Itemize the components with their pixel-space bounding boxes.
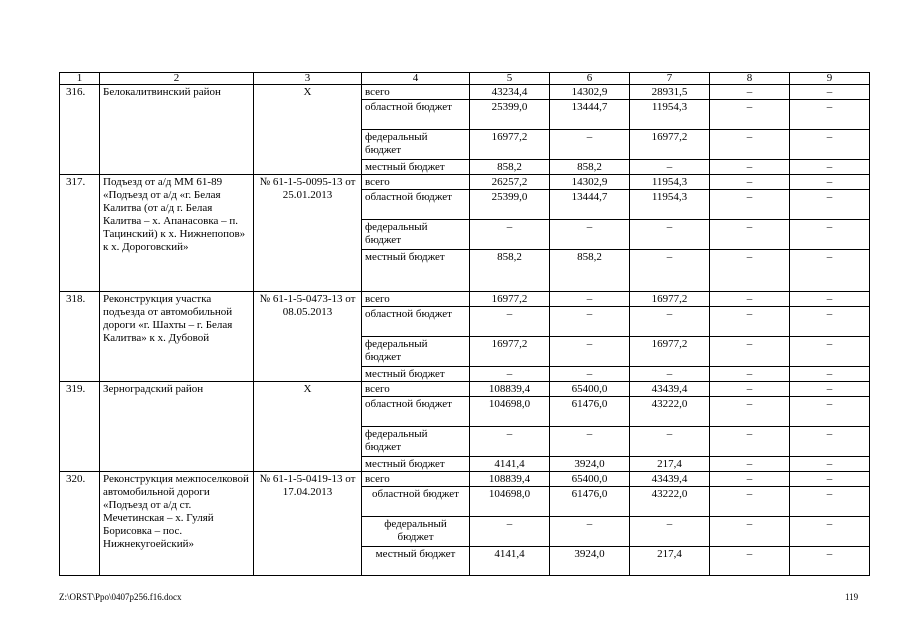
amount-cell-v9: – (790, 487, 870, 517)
amount-cell-v6: 13444,7 (550, 100, 630, 130)
document-reference: Х (254, 382, 362, 472)
amount-cell-v7: 16977,2 (630, 292, 710, 307)
amount-cell-v8: – (710, 175, 790, 190)
amount-cell-v9: – (790, 220, 870, 250)
amount-cell-v7: 43439,4 (630, 382, 710, 397)
amount-cell-v7: – (630, 517, 710, 547)
amount-cell-v9: – (790, 382, 870, 397)
amount-cell-v6: 61476,0 (550, 397, 630, 427)
header-cell: 5 (470, 73, 550, 85)
table-row (60, 175, 870, 190)
amount-cell-v7: 16977,2 (630, 130, 710, 160)
amount-cell-v8: – (710, 547, 790, 576)
amount-cell-v8: – (710, 100, 790, 130)
funding-source: местный бюджет (362, 160, 470, 175)
amount-cell-v5: – (470, 307, 550, 337)
document-reference: № 61-1-5-0095-13 от 25.01.2013 (254, 175, 362, 292)
object-name: Подъезд от а/д ММ 61-89 «Подъезд от а/д «г. Белая Калитва (от а/д г. Белая Калитва – х. Апанасовка – п. Тацинский) к х. Нижнепопов» к х. Дороговский» (100, 175, 254, 292)
amount-cell-v7: – (630, 250, 710, 292)
amount-cell-v6: – (550, 367, 630, 382)
budget-table (59, 72, 870, 576)
amount-cell-v8: – (710, 517, 790, 547)
amount-cell-v7: 43439,4 (630, 472, 710, 487)
row-number: 316. (60, 85, 100, 175)
amount-cell-v8: – (710, 220, 790, 250)
object-name: Белокалитвинский район (100, 85, 254, 175)
amount-cell-v5: – (470, 367, 550, 382)
funding-source: федеральный бюджет (362, 130, 470, 160)
row-number: 318. (60, 292, 100, 382)
amount-cell-v8: – (710, 427, 790, 457)
amount-cell-v7: 11954,3 (630, 190, 710, 220)
amount-cell-v5: 858,2 (470, 160, 550, 175)
document-reference: № 61-1-5-0419-13 от 17.04.2013 (254, 472, 362, 576)
amount-cell-v6: 858,2 (550, 160, 630, 175)
amount-cell-v8: – (710, 130, 790, 160)
header-cell: 6 (550, 73, 630, 85)
amount-cell-v9: – (790, 367, 870, 382)
amount-cell-v5: 16977,2 (470, 337, 550, 367)
funding-source: местный бюджет (362, 457, 470, 472)
amount-cell-v9: – (790, 160, 870, 175)
header-cell: 9 (790, 73, 870, 85)
funding-source: всего (362, 472, 470, 487)
footer-page-number: 119 (845, 592, 859, 602)
amount-cell-v6: – (550, 130, 630, 160)
table-row (60, 382, 870, 397)
amount-cell-v6: 858,2 (550, 250, 630, 292)
amount-cell-v8: – (710, 382, 790, 397)
amount-cell-v9: – (790, 517, 870, 547)
amount-cell-v6: 3924,0 (550, 547, 630, 576)
header-cell: 2 (100, 73, 254, 85)
object-name: Реконструкция межпоселковой автомобильной дороги «Подъезд от а/д ст. Мечетинская – х. Гуляй Борисовка – пос. Нижнекугоейский» (100, 472, 254, 576)
header-cell: 7 (630, 73, 710, 85)
amount-cell-v8: – (710, 397, 790, 427)
amount-cell-v9: – (790, 292, 870, 307)
amount-cell-v7: 217,4 (630, 457, 710, 472)
object-name: Зерноградский район (100, 382, 254, 472)
amount-cell-v5: 858,2 (470, 250, 550, 292)
amount-cell-v8: – (710, 190, 790, 220)
amount-cell-v9: – (790, 85, 870, 100)
amount-cell-v9: – (790, 547, 870, 576)
amount-cell-v5: – (470, 220, 550, 250)
object-name: Реконструкция участка подъезда от автомобильной дороги «г. Шахты – г. Белая Калитва» к х. Дубовой (100, 292, 254, 382)
amount-cell-v6: – (550, 517, 630, 547)
amount-cell-v8: – (710, 292, 790, 307)
amount-cell-v6: 13444,7 (550, 190, 630, 220)
amount-cell-v7: – (630, 160, 710, 175)
header-cell: 8 (710, 73, 790, 85)
amount-cell-v6: 14302,9 (550, 85, 630, 100)
amount-cell-v6: 3924,0 (550, 457, 630, 472)
amount-cell-v5: 26257,2 (470, 175, 550, 190)
funding-source: областной бюджет (362, 190, 470, 220)
funding-source: всего (362, 382, 470, 397)
table-row (60, 472, 870, 487)
amount-cell-v5: 108839,4 (470, 472, 550, 487)
amount-cell-v6: – (550, 337, 630, 367)
amount-cell-v9: – (790, 100, 870, 130)
funding-source: областной бюджет (362, 100, 470, 130)
funding-source: местный бюджет (362, 547, 470, 576)
amount-cell-v5: 104698,0 (470, 397, 550, 427)
row-number: 319. (60, 382, 100, 472)
header-cell: 3 (254, 73, 362, 85)
amount-cell-v8: – (710, 487, 790, 517)
amount-cell-v6: 61476,0 (550, 487, 630, 517)
amount-cell-v8: – (710, 367, 790, 382)
amount-cell-v8: – (710, 457, 790, 472)
amount-cell-v8: – (710, 160, 790, 175)
amount-cell-v6: – (550, 307, 630, 337)
funding-source: областной бюджет (362, 307, 470, 337)
amount-cell-v9: – (790, 397, 870, 427)
amount-cell-v7: – (630, 427, 710, 457)
amount-cell-v5: 108839,4 (470, 382, 550, 397)
amount-cell-v7: 28931,5 (630, 85, 710, 100)
funding-source: местный бюджет (362, 367, 470, 382)
amount-cell-v9: – (790, 190, 870, 220)
amount-cell-v9: – (790, 427, 870, 457)
funding-source: всего (362, 85, 470, 100)
amount-cell-v7: – (630, 367, 710, 382)
amount-cell-v9: – (790, 130, 870, 160)
funding-source: областной бюджет (362, 487, 470, 517)
funding-source: всего (362, 292, 470, 307)
table-row (60, 292, 870, 307)
amount-cell-v8: – (710, 337, 790, 367)
amount-cell-v6: – (550, 427, 630, 457)
amount-cell-v9: – (790, 337, 870, 367)
amount-cell-v5: 43234,4 (470, 85, 550, 100)
funding-source: местный бюджет (362, 250, 470, 292)
amount-cell-v9: – (790, 175, 870, 190)
header-cell: 4 (362, 73, 470, 85)
amount-cell-v8: – (710, 307, 790, 337)
amount-cell-v7: 11954,3 (630, 100, 710, 130)
header-cell: 1 (60, 73, 100, 85)
funding-source: федеральный бюджет (362, 220, 470, 250)
amount-cell-v8: – (710, 85, 790, 100)
amount-cell-v8: – (710, 472, 790, 487)
document-reference: Х (254, 85, 362, 175)
amount-cell-v8: – (710, 250, 790, 292)
amount-cell-v5: 4141,4 (470, 547, 550, 576)
amount-cell-v9: – (790, 307, 870, 337)
table-row (60, 85, 870, 100)
header-row (60, 73, 870, 85)
funding-source: всего (362, 175, 470, 190)
funding-source: федеральный бюджет (362, 517, 470, 547)
amount-cell-v6: – (550, 220, 630, 250)
document-reference: № 61-1-5-0473-13 от 08.05.2013 (254, 292, 362, 382)
amount-cell-v5: 104698,0 (470, 487, 550, 517)
amount-cell-v6: 65400,0 (550, 382, 630, 397)
amount-cell-v7: 11954,3 (630, 175, 710, 190)
amount-cell-v7: – (630, 220, 710, 250)
amount-cell-v5: 16977,2 (470, 292, 550, 307)
amount-cell-v6: 65400,0 (550, 472, 630, 487)
row-number: 320. (60, 472, 100, 576)
amount-cell-v9: – (790, 472, 870, 487)
amount-cell-v5: 25399,0 (470, 190, 550, 220)
amount-cell-v5: – (470, 427, 550, 457)
footer-file-path: Z:\ORST\Ppo\0407p256.f16.docx (59, 592, 182, 602)
amount-cell-v7: 217,4 (630, 547, 710, 576)
amount-cell-v9: – (790, 250, 870, 292)
amount-cell-v5: 16977,2 (470, 130, 550, 160)
row-number: 317. (60, 175, 100, 292)
funding-source: федеральный бюджет (362, 337, 470, 367)
amount-cell-v7: 43222,0 (630, 487, 710, 517)
amount-cell-v6: 14302,9 (550, 175, 630, 190)
amount-cell-v7: – (630, 307, 710, 337)
amount-cell-v6: – (550, 292, 630, 307)
amount-cell-v9: – (790, 457, 870, 472)
amount-cell-v7: 43222,0 (630, 397, 710, 427)
amount-cell-v7: 16977,2 (630, 337, 710, 367)
funding-source: областной бюджет (362, 397, 470, 427)
funding-source: федеральный бюджет (362, 427, 470, 457)
amount-cell-v5: – (470, 517, 550, 547)
amount-cell-v5: 25399,0 (470, 100, 550, 130)
table-body (60, 73, 870, 576)
amount-cell-v5: 4141,4 (470, 457, 550, 472)
